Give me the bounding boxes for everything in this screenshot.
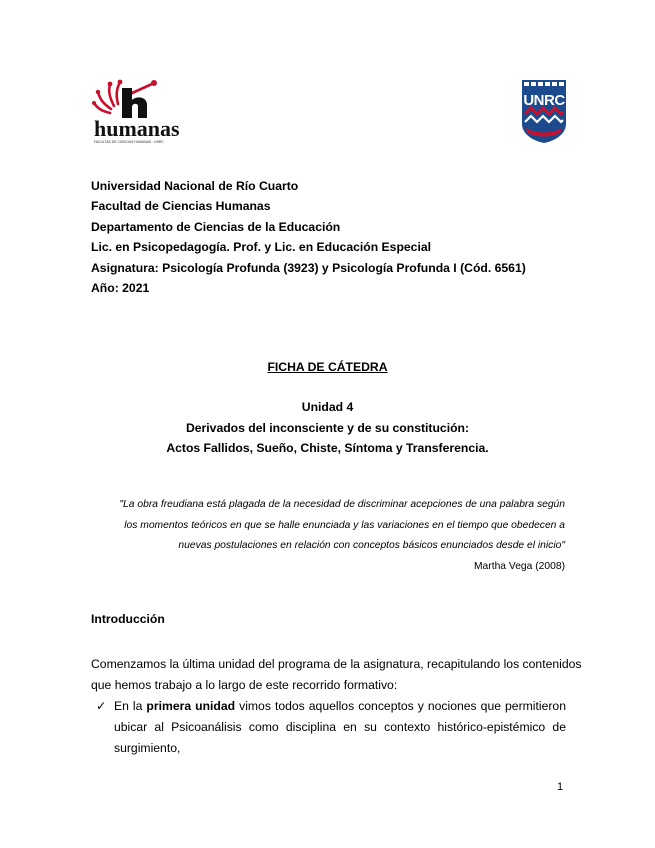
unit-number: Unidad 4	[301, 400, 354, 414]
unrc-logo-text: UNRC	[523, 92, 565, 109]
humanas-tagline: FACULTAD DE CIENCIAS HUMANAS · UNRC	[94, 140, 164, 144]
quote-line-2: los momentos teóricos en que se halle enunciada y las variaciones en el tiempo que obedecen a	[124, 519, 565, 531]
academic-year: Año: 2021	[91, 280, 150, 295]
quote-line-3: nuevas postulaciones en relación con conceptos básicos enunciados desde el inicio"	[178, 540, 565, 551]
intro-paragraph	[91, 654, 582, 696]
intro-paragraph-line-1: Comenzamos la última unidad del programa de la asignatura, recapitulando los contenidos	[91, 657, 582, 671]
document-title: FICHA DE CÁTEDRA	[267, 360, 388, 374]
humanas-wordmark: humanas	[94, 116, 180, 141]
list-item-line-2: ubicar al Psicoanálisis como disciplina en su contexto histórico-epistémico de	[114, 720, 566, 734]
degree-name: Lic. en Psicopedagogía. Prof. y Lic. en Educación Especial	[91, 240, 431, 255]
unrc-logo	[521, 78, 567, 144]
checkmark-icon: ✓	[96, 699, 107, 713]
humanas-logo-mark	[92, 76, 192, 120]
institution-header	[91, 176, 526, 298]
page-number: 1	[557, 781, 564, 793]
list-item-emphasis: primera unidad	[146, 699, 236, 713]
quote-line-1: "La obra freudiana está plagada de la necesidad de discriminar acepciones de una palabra según	[119, 499, 565, 510]
epigraph-quote	[65, 495, 565, 577]
list-item-line-3: surgimiento,	[114, 741, 181, 755]
list-item-prefix: En la	[114, 699, 147, 713]
department-name: Departamento de Ciencias de la Educación	[91, 219, 341, 234]
humanas-logo	[92, 76, 192, 148]
intro-paragraph-line-2: que hemos trabajo a lo largo de este recorrido formativo:	[91, 678, 398, 692]
faculty-name: Facultad de Ciencias Humanas	[91, 199, 271, 214]
list-item-suffix: vimos todos aquellos conceptos y nociones que permitieron	[235, 699, 566, 713]
university-name: Universidad Nacional de Río Cuarto	[91, 179, 299, 193]
quote-author: Martha Vega (2008)	[473, 560, 565, 572]
subject-name: Asignatura: Psicología Profunda (3923) y Psicología Profunda I (Cód. 6561)	[91, 260, 526, 275]
section-heading-introduccion: Introducción	[91, 612, 165, 626]
list-item-line-1	[114, 696, 566, 717]
unit-subtitle-line-1: Derivados del inconsciente y de su constitución:	[185, 421, 470, 435]
list-item-text	[114, 696, 566, 759]
unit-subtitle-line-2: Actos Fallidos, Sueño, Chiste, Síntoma y Transferencia.	[166, 441, 489, 455]
unrc-shield-icon	[521, 78, 567, 144]
